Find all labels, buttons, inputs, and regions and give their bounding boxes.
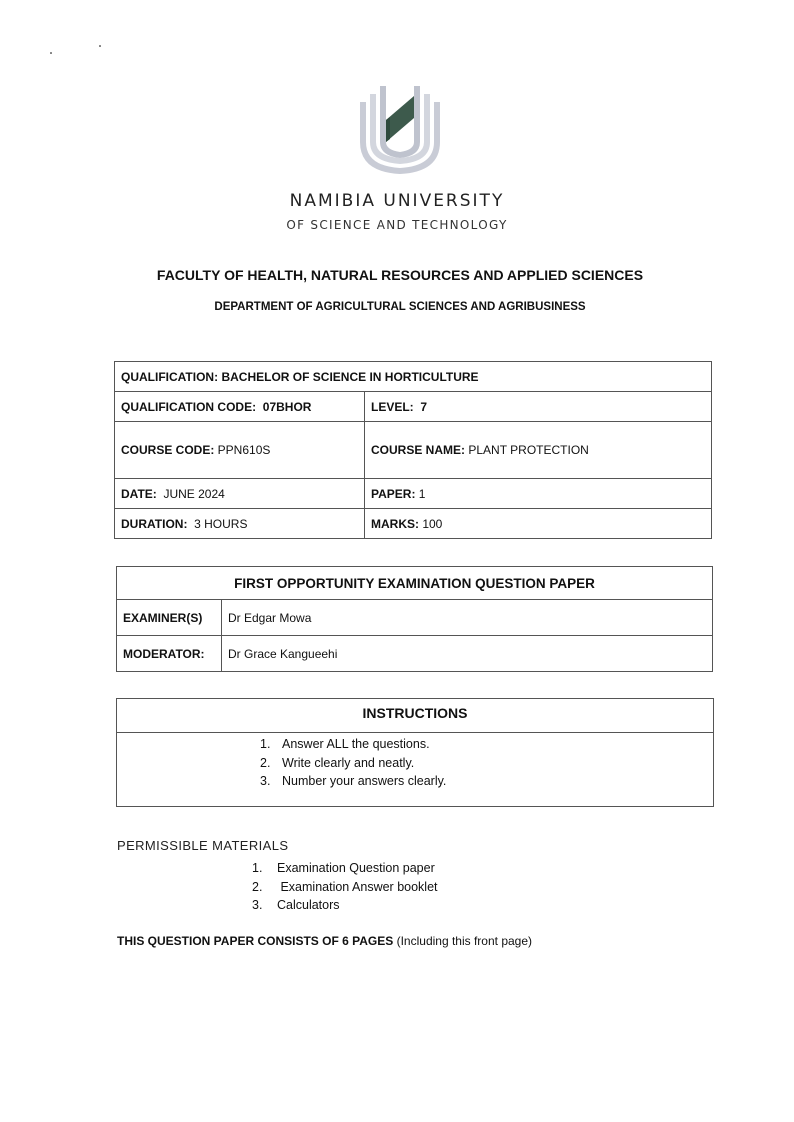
instructions-list <box>260 735 446 791</box>
permissible-materials-title: PERMISSIBLE MATERIALS <box>117 838 289 853</box>
list-item: 3. Number your answers clearly. <box>260 774 447 788</box>
course-name-cell: COURSE NAME: PLANT PROTECTION <box>365 422 712 479</box>
examiner-table <box>116 566 713 672</box>
faculty-title: FACULTY OF HEALTH, NATURAL RESOURCES AND APPLIED SCIENCES <box>156 267 644 283</box>
scan-speck <box>50 52 52 54</box>
page-count-note: THIS QUESTION PAPER CONSISTS OF 6 PAGES (Including this front page) <box>117 934 533 948</box>
list-item: 3. Calculators <box>252 898 340 912</box>
university-subtitle: OF SCIENCE AND TECHNOLOGY <box>286 218 508 232</box>
list-item: 1. Answer ALL the questions. <box>260 737 430 751</box>
instructions-box <box>116 698 714 807</box>
list-item: 1. Examination Question paper <box>252 861 435 875</box>
university-logo <box>356 84 444 176</box>
instructions-title: INSTRUCTIONS <box>117 699 713 733</box>
marks-cell: MARKS: 100 <box>365 509 712 539</box>
examiner-label: EXAMINER(S) <box>117 600 222 636</box>
exam-paper-title: FIRST OPPORTUNITY EXAMINATION QUESTION PAPER <box>117 567 713 600</box>
department-title: DEPARTMENT OF AGRICULTURAL SCIENCES AND AGRIBUSINESS <box>214 301 586 313</box>
qualification-code-cell: QUALIFICATION CODE: 07BHOR <box>115 392 365 422</box>
university-name: NAMIBIA UNIVERSITY <box>289 191 505 211</box>
moderator-label: MODERATOR: <box>117 636 222 672</box>
examiner-value: Dr Edgar Mowa <box>222 600 713 636</box>
qualification-cell: QUALIFICATION: BACHELOR OF SCIENCE IN HORTICULTURE <box>115 362 712 392</box>
paper-cell: PAPER: 1 <box>365 479 712 509</box>
course-code-cell: COURSE CODE: PPN610S <box>115 422 365 479</box>
list-item: 2. Write clearly and neatly. <box>260 755 415 770</box>
level-cell: LEVEL: 7 <box>365 392 712 422</box>
qualification-table <box>114 361 712 539</box>
moderator-value: Dr Grace Kangueehi <box>222 636 713 672</box>
duration-cell: DURATION: 3 HOURS <box>115 509 365 539</box>
list-item: 2. Examination Answer booklet <box>252 879 438 894</box>
date-cell: DATE: JUNE 2024 <box>115 479 365 509</box>
permissible-materials-list <box>252 859 438 915</box>
scan-speck <box>99 45 101 47</box>
